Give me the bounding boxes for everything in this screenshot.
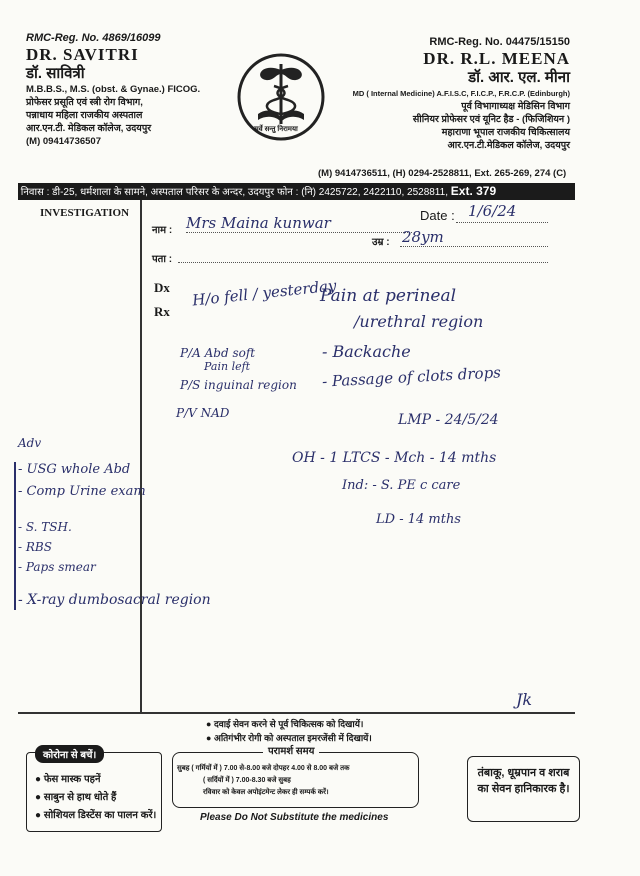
symptom-passage: - Passage of clots drops [321,363,502,391]
exam-pv: P/V NAD [176,406,230,420]
name-underline [186,232,412,233]
corona-item: ● सोशियल डिस्टेंस का पालन करें। [35,810,157,821]
name-label: नाम : [152,225,173,236]
age-underline [400,246,548,247]
left-doctor-name-hindi: डॉ. सावित्री [26,65,85,82]
note-consult: ● दवाई सेवन करने से पूर्व चिकित्सक को दिखायें। [206,719,364,729]
advice-urine: - Comp Urine exam [18,484,146,499]
tobacco-warning-box [467,756,580,822]
advice-xray: - X-ray dumbosacral region [18,592,211,608]
corona-item: ● साबुन से हाथ धोते हैं [35,792,117,803]
corona-item: ● फेस मास्क पहनें [35,774,101,785]
investigation-divider [140,200,142,713]
right-doctor-line1: पूर्व विभागाध्यक्ष मेडिसिन विभाग [461,101,570,112]
timing-line2: ( सर्दियों में ) 7.00-8.30 बजे सुबह [203,777,291,784]
corona-header: कोरोना से बचें। [35,745,104,763]
advice-bracket [14,462,16,610]
left-doctor-line3: आर.एन.टी. मेडिकल कॉलेज, उदयपुर [26,123,152,134]
date-label: Date : [420,208,455,223]
left-doctor-line2: पन्नाधाय महिला राजकीय अस्पताल [26,110,143,121]
complaint-history: H/o fell / yesterday [191,276,338,310]
complaint-pain: Pain at perineal [320,286,457,306]
caduceus-logo [236,52,326,142]
right-doctor-degrees: MD ( Internal Medicine) A.F.I.S.C, F.I.C.P., F.R.C.P. (Edinburgh) [352,89,570,98]
left-doctor-block [26,32,200,148]
tobacco-warning: तंबाकू, धूम्रपान व शराब का सेवन हानिकारक है। [477,767,570,795]
patient-name: Mrs Maina kunwar [186,214,331,232]
left-doctor-mobile: (M) 09414736507 [26,136,101,147]
address-ext: Ext. 379 [450,184,497,198]
rx-symbol: Rx [154,304,170,319]
obstetric-history: OH - 1 LTCS - Mch - 14 mths [292,450,497,466]
exam-ps: P/S inguinal region [180,378,297,392]
right-doctor-block [353,36,570,152]
right-doctor-line4: आर.एन.टी.मेडिकल कॉलेज, उदयपुर [447,140,570,151]
footer-divider [18,712,575,714]
age-value: 28ym [402,228,444,246]
right-doctor-line3: महाराणा भूपाल राजकीय चिकित्सालय [441,127,570,138]
right-doctor-line2: सीनियर प्रोफेसर एवं यूनिट हैड - (फिजिशियन ) [412,114,570,125]
address-underline [178,262,548,263]
indication: Ind: - S. PE c care [342,478,461,493]
corona-box [26,752,162,832]
exam-pa: P/A Abd soft [180,346,256,360]
left-doctor-reg: RMC-Reg. No. 4869/16099 [26,32,161,44]
exam-pa-pain: Pain left [204,360,251,373]
timing-line3: रविवार को केवल अपोइंटमेन्ट लेकर ही सम्पर्क करें। [203,789,329,796]
timing-line1: सुबह ( गर्मियों में ) 7.00 से-8.00 बजे दोपहर 4.00 से 8.00 बजे तक [177,765,350,772]
address-text: निवास : डी-25, धर्मशाला के सामने, अस्पताल परिसर के अन्दर, उदयपुर फोन : (नि) 2425722, 2422110, 2528811, [20,187,448,198]
logo-motto: सर्वे सन्तु निरामया [254,126,298,133]
complaint-region: /urethral region [354,312,484,331]
right-doctor-name-hindi: डॉ. आर. एल. मीना [468,69,570,86]
right-doctor-name: DR. R.L. MEENA [423,49,570,68]
consultation-timing-box [172,746,419,808]
left-doctor-degrees: M.B.B.S., M.S. (obst. & Gynae.) FICOG. [26,84,201,95]
date-underline [456,222,548,223]
note-emergency: ● अतिगंभीर रोगी को अस्पताल इमरजेंसी में दिखायें। [206,733,372,743]
dx-symbol: Dx [154,280,170,295]
right-doctor-reg: RMC-Reg. No. 04475/15150 [429,36,570,48]
age-label: उम्र : [372,237,390,248]
advice-rbs: - RBS [18,540,52,554]
address-label: पता : [152,254,173,265]
advice-paps: - Paps smear [18,560,96,574]
timing-header: परामर्श समय [263,746,319,758]
right-doctor-phones: (M) 9414736511, (H) 0294-2528811, Ext. 265-269, 274 (C) [318,168,567,179]
lmp: LMP - 24/5/24 [398,412,499,428]
doctor-signature: Jk [516,690,533,709]
advice-label: Adv [18,436,42,450]
date-value: 1/6/24 [468,202,517,220]
left-doctor-line1: प्रोफेसर प्रसूति एवं स्त्री रोग विभाग, [26,97,143,108]
left-doctor-name: DR. SAVITRI [26,45,139,64]
address-bar [18,183,575,200]
advice-tsh: - S. TSH. [18,520,72,534]
symptom-backache: - Backache [322,342,411,361]
footer-note: Please Do Not Substitute the medicines [200,812,389,823]
last-delivery: LD - 14 mths [376,512,461,527]
advice-usg: - USG whole Abd [18,462,131,477]
investigation-label: INVESTIGATION [40,207,130,219]
